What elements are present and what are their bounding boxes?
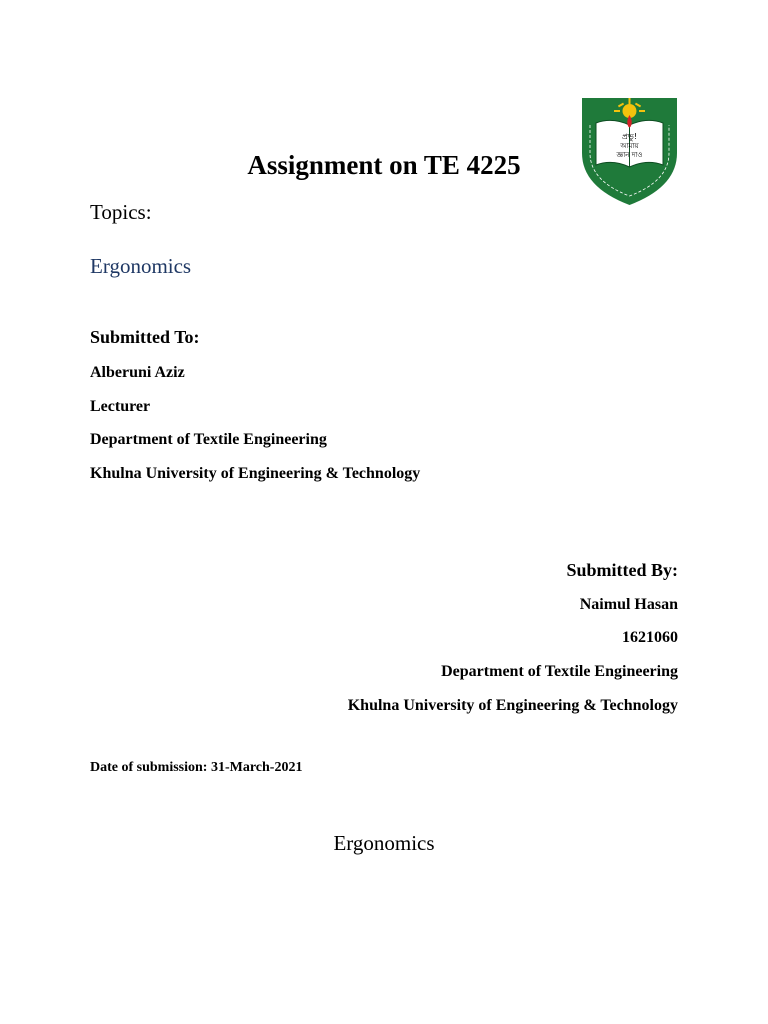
submitted-by-department: Department of Textile Engineering	[441, 663, 678, 680]
submitted-to-name: Alberuni Aziz	[90, 364, 185, 381]
submitted-by-university: Khulna University of Engineering & Technology	[347, 697, 678, 714]
svg-text:জ্ঞান দাও: জ্ঞান দাও	[616, 151, 643, 159]
submitted-by-label: Submitted By:	[566, 560, 678, 580]
submitted-to-university: Khulna University of Engineering & Technology	[90, 465, 421, 482]
submitted-to-department: Department of Textile Engineering	[90, 431, 327, 448]
submitted-to-designation: Lecturer	[90, 398, 151, 415]
date-of-submission: Date of submission: 31-March-2021	[90, 760, 303, 775]
submitted-to-label: Submitted To:	[90, 327, 200, 347]
svg-text:প্রভু!: প্রভু!	[621, 132, 638, 141]
svg-text:আমায়: আমায়	[620, 142, 639, 150]
submitted-by-name: Naimul Hasan	[579, 596, 678, 613]
topics-label: Topics:	[90, 200, 152, 224]
document-title: Assignment on TE 4225	[247, 150, 521, 180]
submitted-by-roll: 1621060	[622, 629, 678, 646]
section-heading: Ergonomics	[333, 831, 435, 855]
topic-value: Ergonomics	[90, 254, 192, 278]
